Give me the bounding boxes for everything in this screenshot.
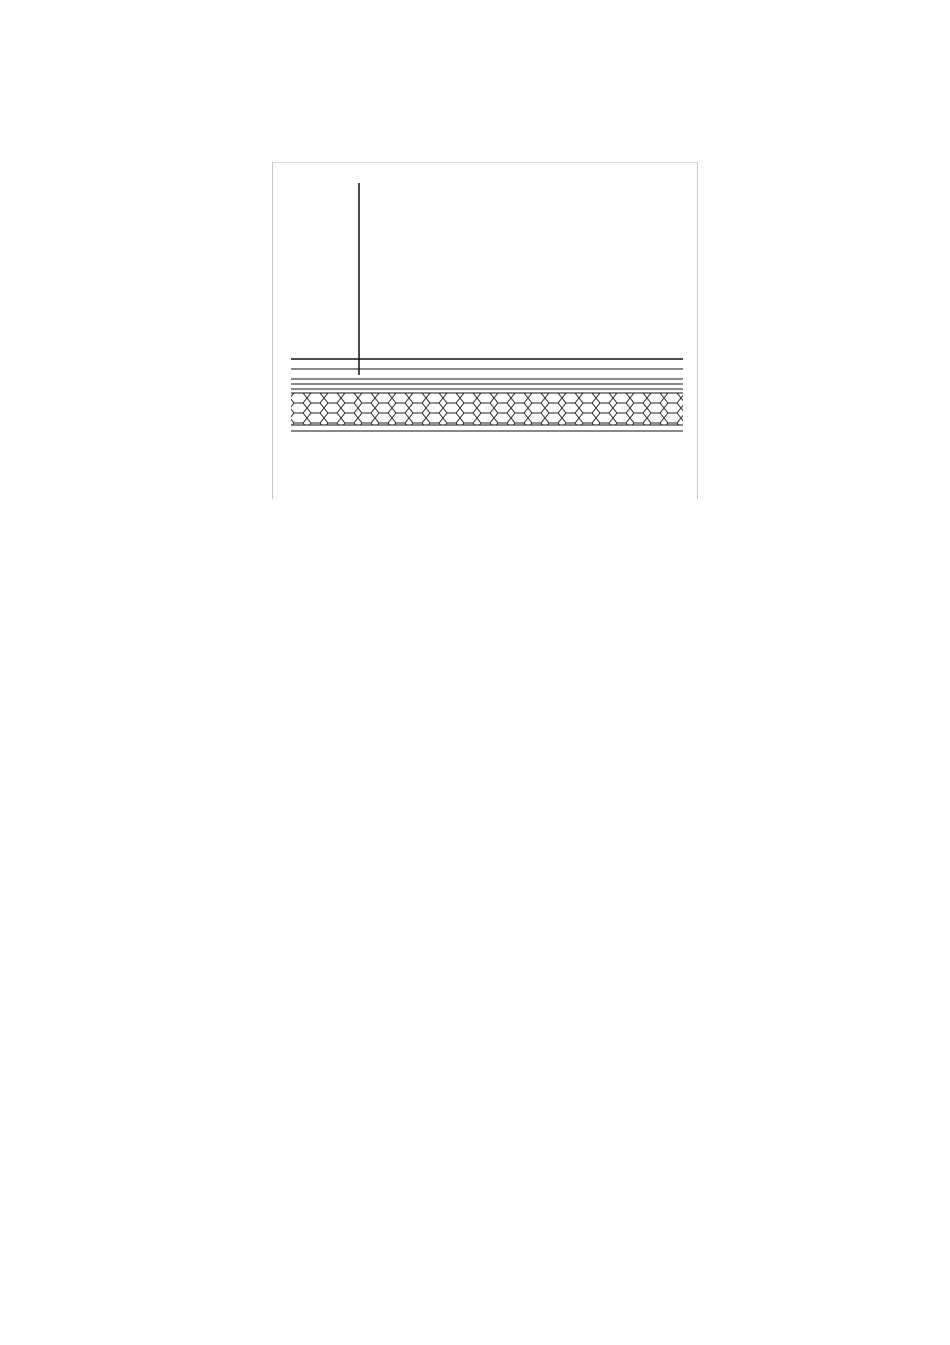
figure-caption [0,506,950,521]
section-heading [137,553,151,577]
roof-section-figure [272,162,698,499]
insulation-layer [291,393,683,425]
roof-layers-diagram [273,163,697,499]
